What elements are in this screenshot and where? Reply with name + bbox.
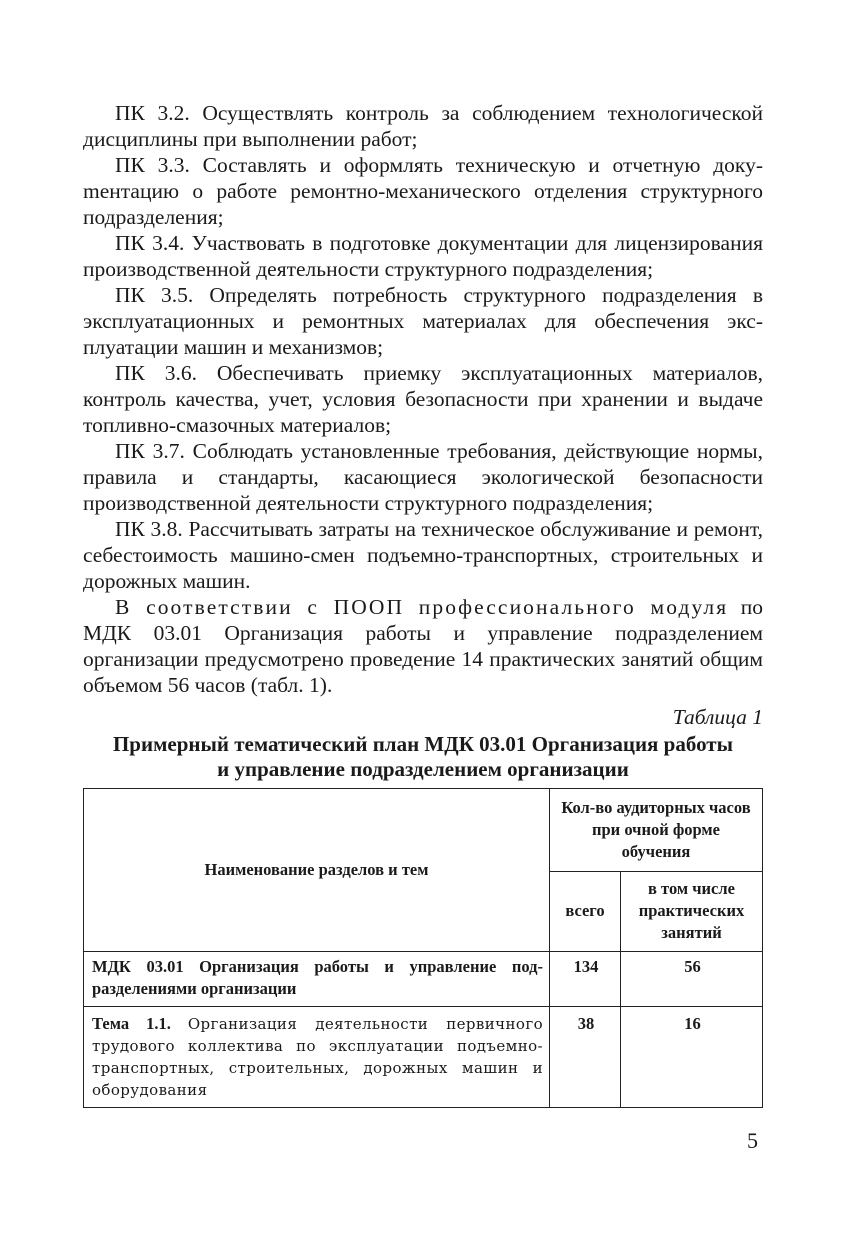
paragraph-pk-3-3: ПК 3.3. Составлять и оформлять техническую и отчетную докуmентацию о работе ремонтно-механического отделения структурного подразделения;	[83, 153, 763, 229]
table-title-line-2: и управление подразделением организации	[217, 757, 629, 781]
page-body	[83, 100, 763, 1108]
paragraph-pk-3-7: ПК 3.7. Соблюдать установленные требования, действующие нормы, правила и стандарты, касающиеся экологической безопасности производственной деятельности структурного подразделения;	[83, 439, 763, 515]
row-topic-name: Организация деятельности первичного трудового коллектива по эксплуатации подъемно-транспортных, строительных, дорожных машин и оборудования	[92, 1015, 544, 1099]
table-row	[84, 952, 763, 1007]
table-header-row-1	[84, 789, 763, 872]
header-total: всего	[550, 871, 621, 951]
page-number: 5	[747, 1128, 758, 1153]
table-row	[84, 1007, 763, 1108]
thematic-plan-table	[83, 788, 763, 1108]
row-mdk-name: МДК 03.01 Организация работы и управление подразделениями организации	[84, 952, 550, 1007]
table-title	[83, 732, 763, 782]
intro-rest-text: по МДК 03.01 Организация работы и управление подразделением организации предусмотрено проведение 14 практических занятий общим объемом 56 часов (табл. 1).	[83, 595, 763, 697]
paragraph-pk-3-8: ПК 3.8. Рассчитывать затраты на техническое обслуживание и ремонт, себестоимость машино-смен подъемно-транспортных, строительных и дорожных машин.	[83, 517, 763, 593]
table-caption: Таблица 1	[672, 705, 763, 729]
paragraph-intro	[83, 594, 763, 698]
header-hours-group: Кол-во аудиторных часов при очной форме обучения	[550, 789, 763, 872]
row-mdk-total: 134	[550, 952, 621, 1007]
paragraph-pk-3-2: ПК 3.2. Осуществлять контроль за соблюдением технологической дисциплины при выполнении работ;	[83, 101, 763, 151]
row-topic-label: Тема 1.1.	[92, 1014, 171, 1033]
row-topic-total: 38	[550, 1007, 621, 1108]
row-topic-cell	[84, 1007, 550, 1108]
paragraph-pk-3-5: ПК 3.5. Определять потребность структурного подразделения в эксплуатационных и ремонтных материалах для обеспечения эксплуатации машин и механизмов;	[83, 283, 763, 359]
paragraph-pk-3-4: ПК 3.4. Участвовать в подготовке документации для лицензирования производственной деятельности структурного подразделения;	[83, 231, 763, 281]
header-name: Наименование разделов и тем	[84, 789, 550, 952]
table-title-line-1: Примерный тематический план МДК 03.01 Организация работы	[112, 732, 734, 756]
header-practical: в том числе практических занятий	[621, 871, 763, 951]
intro-spaced-text: В соответствии с ПООП профессионального модуля	[115, 595, 729, 619]
paragraph-pk-3-6: ПК 3.6. Обеспечивать приемку эксплуатационных материалов, контроль качества, учет, условия безопасности при хранении и выдаче топливно-смазочных материалов;	[83, 361, 763, 437]
row-mdk-practical: 56	[621, 952, 763, 1007]
row-topic-practical: 16	[621, 1007, 763, 1108]
